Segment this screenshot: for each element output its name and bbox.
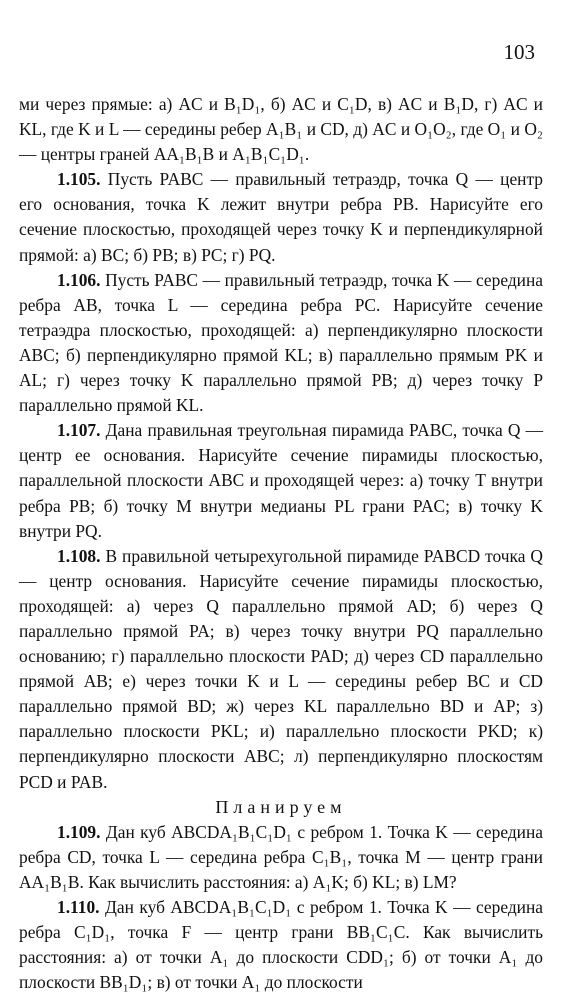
task-number: 1.106.: [57, 269, 101, 290]
task-1-105: [19, 167, 543, 267]
section-title: Планируем: [215, 796, 347, 817]
page-content: [19, 92, 543, 995]
task-number: 1.108.: [57, 545, 101, 566]
paragraph-text: ми через прямые: а) AC и B₁D₁, б) AC и C₁D, в) AC и B₁D, г) AC и KL, где K и L — середины ребер A₁B₁ и CD, д) AC и O₁O₂, где O₁ и O₂ — центры граней AA₁B₁B и A₁B₁C₁D₁.: [19, 94, 543, 165]
task-text: Пусть PABC — правильный тетраэдр, точка Q — центр его основания, точка K лежит внутри ребра PB. Нарисуйте его сечение плоскостью, проходящей через точку K и перпендикулярной прямой: а) BC; б) PB; в) PC; г) PQ.: [19, 169, 543, 265]
task-text: В правильной четырехугольной пирамиде PABCD точка Q — центр основания. Нарисуйте сечение пирамиды плоскостью, проходящей: а) через Q параллельно прямой AD; б) через Q параллельно прямой PA; в) через точку внутри PQ параллельно основанию; г) параллельно плоскости PAD; д) через CD параллельно прямой AB; е) через точки K и L — середины ребер BC и CD параллельно прямой BD; ж) через KL параллельно BD и AP; з) параллельно плоскости PKL; и) параллельно плоскости PKD; к) перпендикулярно плоскости ABC; л) перпендикулярно плоскостям PCD и PAB.: [19, 545, 543, 792]
task-text: Дан куб ABCDA₁B₁C₁D₁ с ребром 1. Точка K — середина ребра CD, точка L — середина ребра C₁B₁, точка M — центр грани AA₁B₁B. Как вычислить расстояния: а) A₁K; б) KL; в) LM?: [19, 821, 543, 892]
task-1-110: [19, 895, 543, 995]
task-1-108: [19, 544, 543, 795]
task-1-107: [19, 418, 543, 543]
task-1-106: [19, 268, 543, 419]
task-text: Дана правильная треугольная пирамида PABC, точка Q — центр ее основания. Нарисуйте сечение пирамиды плоскостью, параллельной плоскости ABC и проходящей через: а) точку T внутри ребра PB; б) точку M внутри медианы PL грани PAC; в) точку K внутри PQ.: [19, 420, 543, 541]
task-number: 1.109.: [57, 821, 101, 842]
task-number: 1.105.: [57, 169, 101, 190]
task-1-109: [19, 820, 543, 895]
page-number: 103: [503, 40, 535, 64]
paragraph-continuation: [19, 92, 543, 167]
task-number: 1.110.: [57, 897, 100, 917]
task-number: 1.107.: [57, 420, 101, 441]
task-text: Пусть PABC — правильный тетраэдр, точка K — середина ребра AB, точка L — середина ребра PC. Нарисуйте сечение тетраэдра плоскостью, проходящей: а) перпендикулярно плоскости ABC; б) перпендикулярно прямой KL; в) параллельно прямым PK и AL; г) через точку K параллельно прямой PB; д) через точку P параллельно прямой KL.: [19, 269, 543, 416]
task-text: Дан куб ABCDA₁B₁C₁D₁ с ребром 1. Точка K — середина ребра C₁D₁, точка F — центр грани BB₁C₁C. Как вычислить расстояния: а) от точки A₁ до плоскости CDD₁; б) от точки A₁ до плоскости BB₁D₁; в) от точки A₁ до плоскости: [19, 897, 543, 993]
